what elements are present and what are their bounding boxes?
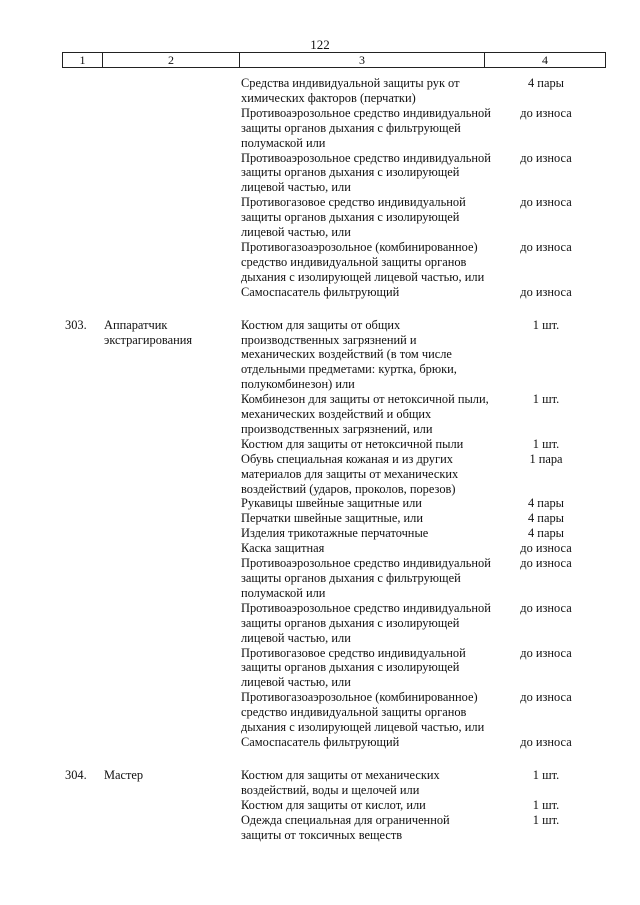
table-row [0, 318, 640, 393]
table-row [0, 76, 640, 106]
table-row [0, 768, 640, 798]
item-description: Противогазовое средство индивидуальной защиты органов дыхания с изолирующей лицевой частью, или [241, 645, 466, 690]
profession-name: Мастер [104, 767, 144, 782]
item-quantity: до износа [520, 150, 572, 165]
table-row [0, 151, 640, 196]
profession-name: Аппаратчик экстрагирования [104, 317, 193, 347]
item-quantity: 1 шт. [532, 767, 560, 782]
item-description: Самоспасатель фильтрующий [241, 284, 400, 299]
item-description: Костюм для защиты от общих производственных загрязнений и механических воздействий (в том числе отдельными предметами: куртка, брюки, полукомбинезон) или [241, 317, 457, 392]
item-quantity: 1 шт. [532, 317, 560, 332]
item-description: Изделия трикотажные перчаточные [241, 526, 429, 541]
item-quantity: до износа [520, 105, 572, 120]
table-row [0, 735, 640, 750]
table-row [0, 285, 640, 300]
item-description: Самоспасатель фильтрующий [241, 734, 400, 749]
header-col-2: 2 [103, 53, 240, 67]
table-row [0, 526, 640, 541]
item-quantity: 1 шт. [532, 812, 560, 827]
table-row [0, 511, 640, 526]
entry-number: 303. [65, 317, 87, 332]
item-quantity: 4 пары [528, 526, 564, 541]
header-col-4: 4 [542, 53, 548, 67]
item-quantity: до износа [520, 284, 572, 299]
item-quantity: до износа [520, 195, 572, 210]
item-description: Костюм для защиты от кислот, или [241, 797, 426, 812]
item-quantity: 4 пары [528, 76, 564, 90]
item-description: Костюм для защиты от механических воздействий, воды и щелочей или [241, 767, 440, 797]
item-description: Каска защитная [241, 541, 325, 556]
item-quantity: 1 шт. [532, 392, 560, 407]
item-description: Одежда специальная для ограниченной защиты от токсичных веществ [241, 812, 450, 842]
table-entry [0, 76, 640, 300]
table-body [0, 76, 640, 842]
item-quantity: 1 шт. [532, 797, 560, 812]
item-description: Перчатки швейные защитные, или [241, 511, 423, 526]
item-quantity: 1 шт. [532, 436, 560, 451]
item-quantity: до износа [520, 239, 572, 254]
item-description: Комбинезон для защиты от нетоксичной пыли, механических воздействий и общих производственных загрязнений, или [241, 392, 489, 436]
item-quantity: до износа [520, 645, 572, 660]
table-entry [0, 768, 640, 843]
item-description: Противоаэрозольное средство индивидуальной защиты органов дыхания с фильтрующей полумаской или [241, 556, 491, 600]
table-row [0, 813, 640, 843]
page-number: 122 [310, 37, 330, 52]
table-row [0, 690, 640, 735]
table-row [0, 646, 640, 691]
table-row [0, 496, 640, 511]
table-row [0, 392, 640, 437]
item-description: Рукавицы швейные защитные или [241, 496, 422, 511]
table-header-row [62, 52, 606, 68]
item-description: Противогазоаэрозольное (комбинированное) средство индивидуальной защиты органов дыхания с изолирующей лицевой частью, или [241, 239, 485, 284]
header-col-1: 1 [63, 53, 103, 67]
item-quantity: до износа [520, 734, 572, 749]
table-row [0, 106, 640, 151]
table-row [0, 195, 640, 240]
item-quantity: 1 пара [529, 451, 563, 466]
item-quantity: до износа [520, 600, 572, 615]
table-row [0, 240, 640, 285]
header-col-3: 3 [240, 53, 485, 67]
item-description: Противоаэрозольное средство индивидуальной защиты органов дыхания с фильтрующей полумаской или [241, 105, 491, 150]
item-quantity: до износа [520, 690, 572, 705]
item-quantity: 4 пары [528, 511, 564, 526]
item-description: Противогазоаэрозольное (комбинированное) средство индивидуальной защиты органов дыхания с изолирующей лицевой частью, или [241, 690, 485, 735]
table-row [0, 798, 640, 813]
item-description: Противогазовое средство индивидуальной защиты органов дыхания с изолирующей лицевой частью, или [241, 195, 466, 240]
item-quantity: до износа [520, 556, 572, 571]
table-row [0, 452, 640, 497]
item-description: Средства индивидуальной защиты рук от химических факторов (перчатки) [241, 76, 460, 105]
item-description: Противоаэрозольное средство индивидуальной защиты органов дыхания с изолирующей лицевой частью, или [241, 600, 491, 645]
item-description: Костюм для защиты от нетоксичной пыли [241, 436, 464, 451]
item-quantity: до износа [520, 541, 572, 556]
table-entry [0, 318, 640, 750]
table-row [0, 541, 640, 556]
entry-number: 304. [65, 767, 87, 782]
table-row [0, 601, 640, 646]
item-description: Обувь специальная кожаная и из других материалов для защиты от механических воздействий (ударов, проколов, порезов) [241, 451, 459, 496]
item-quantity: 4 пары [528, 496, 564, 511]
table-row [0, 556, 640, 601]
table-row [0, 437, 640, 452]
item-description: Противоаэрозольное средство индивидуальной защиты органов дыхания с изолирующей лицевой частью, или [241, 150, 491, 195]
